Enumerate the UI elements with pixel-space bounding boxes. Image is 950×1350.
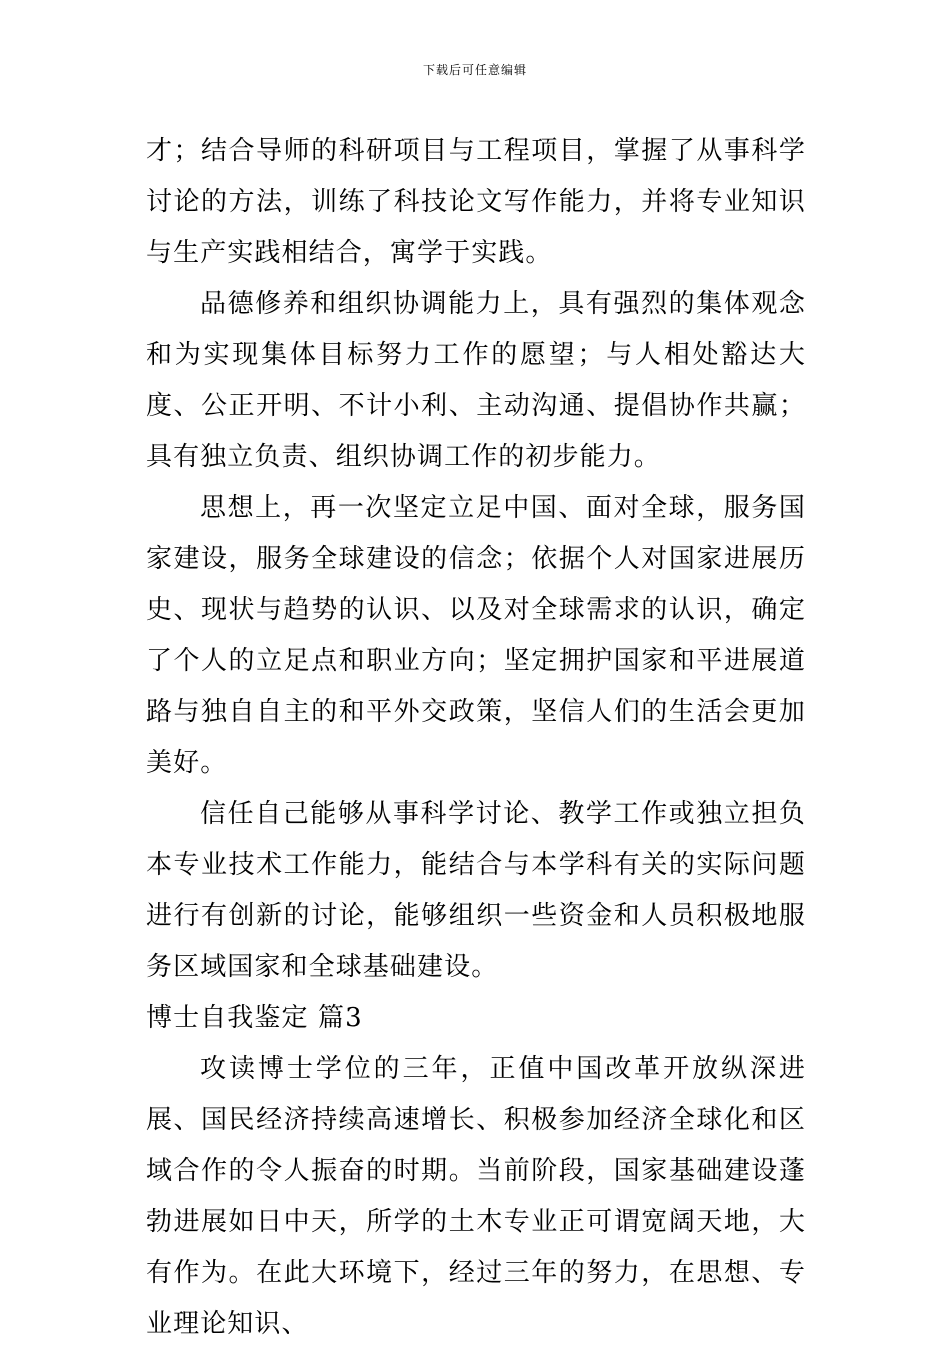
paragraph-continued: 才；结合导师的科研项目与工程项目，掌握了从事科学讨论的方法，训练了科技论文写作能力，并将专业知识与生产实践相结合，寓学于实践。 [146, 136, 806, 268]
paragraph-section-intro: 攻读博士学位的三年，正值中国改革开放纵深进展、国民经济持续高速增长、积极参加经济全球化和区域合作的令人振奋的时期。当前阶段，国家基础建设蓬勃进展如日中天，所学的土木专业正可谓宽阔天地，大有作为。在此大环境下，经过三年的努力，在思想、专业理论知识、 [146, 1054, 806, 1339]
paragraph-confidence: 信任自己能够从事科学讨论、教学工作或独立担负本专业技术工作能力，能结合与本学科有关的实际问题进行有创新的讨论，能够组织一些资金和人员积极地服务区域国家和全球基础建设。 [146, 799, 806, 982]
paragraph-ideology: 思想上，再一次坚定立足中国、面对全球，服务国家建设，服务全球建设的信念；依据个人对国家进展历史、现状与趋势的认识、以及对全球需求的认识，确定了个人的立足点和职业方向；坚定拥护国家和平进展道路与独自自主的和平外交政策，坚信人们的生活会更加美好。 [146, 493, 806, 778]
section-heading: 博士自我鉴定 篇3 [146, 1003, 363, 1033]
paragraph-character: 品德修养和组织协调能力上，具有强烈的集体观念和为实现集体目标努力工作的愿望；与人相处豁达大度、公正开明、不计小利、主动沟通、提倡协作共赢；具有独立负责、组织协调工作的初步能力。 [146, 289, 806, 472]
page-header: 下载后可任意编辑 [422, 63, 527, 77]
document-body [146, 126, 806, 1350]
